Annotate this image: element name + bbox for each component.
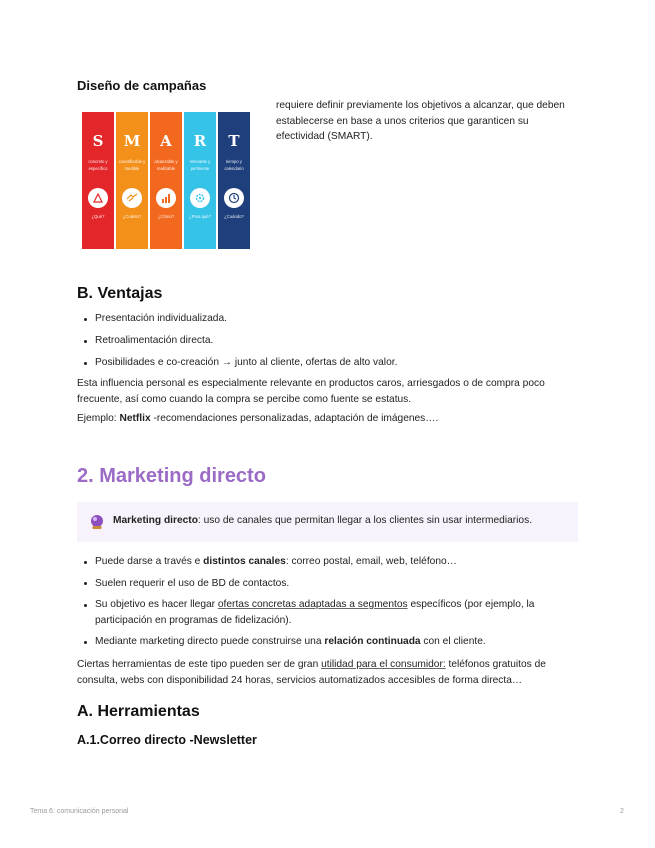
text: con el cliente. (420, 636, 486, 647)
text: Suelen requerir el uso de BD de contactos. (95, 577, 290, 589)
gear-icon (190, 188, 210, 208)
campaign-intro-text: requiere definir previamente los objetivos a alcanzar, que deben establecerse en base a unos criterios que garanticen su efectividad (SMART). (276, 100, 565, 142)
smart-graphic (82, 112, 250, 249)
text: Ciertas herramientas de este tipo pueden ser de gran (77, 659, 322, 670)
list-item: Retroalimentación directa. (77, 333, 577, 349)
section-title-campaign-design: Diseño de campañas (77, 78, 207, 93)
section-title-herramientas: A. Herramientas (77, 703, 200, 720)
smart-question: ¿Cómo? (157, 214, 175, 219)
page-number: 2 (620, 808, 624, 815)
example-prefix: Ejemplo: (77, 413, 120, 424)
bar-chart-icon (156, 188, 176, 208)
handshake-icon (122, 188, 142, 208)
example-text: -recomendaciones personalizadas, adaptación de imágenes…. (150, 413, 439, 424)
smart-question: ¿Para qué? (189, 214, 211, 219)
smart-letter: R (193, 132, 207, 150)
smart-subtitle: concreto y específico (88, 159, 108, 171)
callout-term: Marketing directo (113, 515, 198, 526)
text: Su objetivo es hacer llegar (95, 599, 218, 610)
marketing-directo-paragraph (77, 657, 587, 688)
list-item (77, 597, 577, 628)
bold-text: relación continuada (324, 636, 421, 647)
smart-subtitle: tiempo y calendario (224, 159, 244, 171)
smart-letter: S (92, 132, 104, 150)
ventajas-list (77, 311, 577, 377)
smart-question: ¿Qué? (91, 214, 105, 219)
example-paragraph (77, 411, 577, 427)
smart-letter: T (228, 132, 240, 150)
list-item (77, 576, 577, 592)
list-item (77, 634, 577, 650)
example-brand: Netflix (119, 413, 151, 424)
smart-subtitle: alcanzable y realizable (154, 159, 178, 171)
footer-chapter: Tema 6: comunicación personal (30, 808, 129, 815)
smart-column-r (184, 112, 216, 249)
clock-icon (224, 188, 244, 208)
smart-column-s (82, 112, 114, 249)
text: Mediante marketing directo puede construirse una (95, 636, 325, 647)
list-item: Presentación individualizada. (77, 311, 577, 327)
text: teléfonos gratuitos de consulta, webs con disponibilidad 24 horas, servicios automatizados accesibles de forma directa… (77, 659, 546, 686)
smart-subtitle: relevante y pertinente (189, 159, 211, 171)
callout-text (113, 513, 532, 529)
list-item: Posibilidades e co-creación → junto al cliente, ofertas de alto valor. (77, 355, 577, 371)
marketing-directo-list (77, 554, 577, 656)
text: específicos (por ejemplo, la participación en programas de fidelización). (95, 599, 535, 626)
bold-text: distintos canales (203, 556, 286, 567)
smart-subtitle: cuantificable y medible (118, 159, 146, 171)
underlined-text: utilidad para el consumidor: (321, 659, 446, 670)
ventajas-paragraph: Esta influencia personal es especialmente relevante en productos caros, arriesgados o de compra poco frecuente, así como cuando la compra se percibe como fuente se estatus. (77, 378, 545, 405)
underlined-text: ofertas concretas adaptadas a segmentos (217, 599, 408, 610)
section-title-ventajas: B. Ventajas (77, 285, 163, 302)
text: : correo postal, email, web, teléfono… (285, 556, 457, 567)
subsection-title-newsletter: A.1.Correo directo -Newsletter (77, 733, 257, 747)
smart-question: ¿Cuánto? (122, 214, 142, 219)
smart-letter: M (123, 132, 141, 150)
smart-column-m (116, 112, 148, 249)
smart-question: ¿Cuándo? (224, 214, 244, 219)
section-title-marketing-directo: 2. Marketing directo (77, 465, 266, 487)
text: Puede darse a través e (95, 556, 204, 567)
crystal-ball-icon (89, 514, 105, 530)
target-icon (88, 188, 108, 208)
smart-letter: A (160, 132, 172, 150)
smart-column-a (150, 112, 182, 249)
smart-column-t (218, 112, 250, 249)
list-item (77, 554, 577, 570)
callout-definition: : uso de canales que permitan llegar a los clientes sin usar intermediarios. (197, 515, 533, 526)
